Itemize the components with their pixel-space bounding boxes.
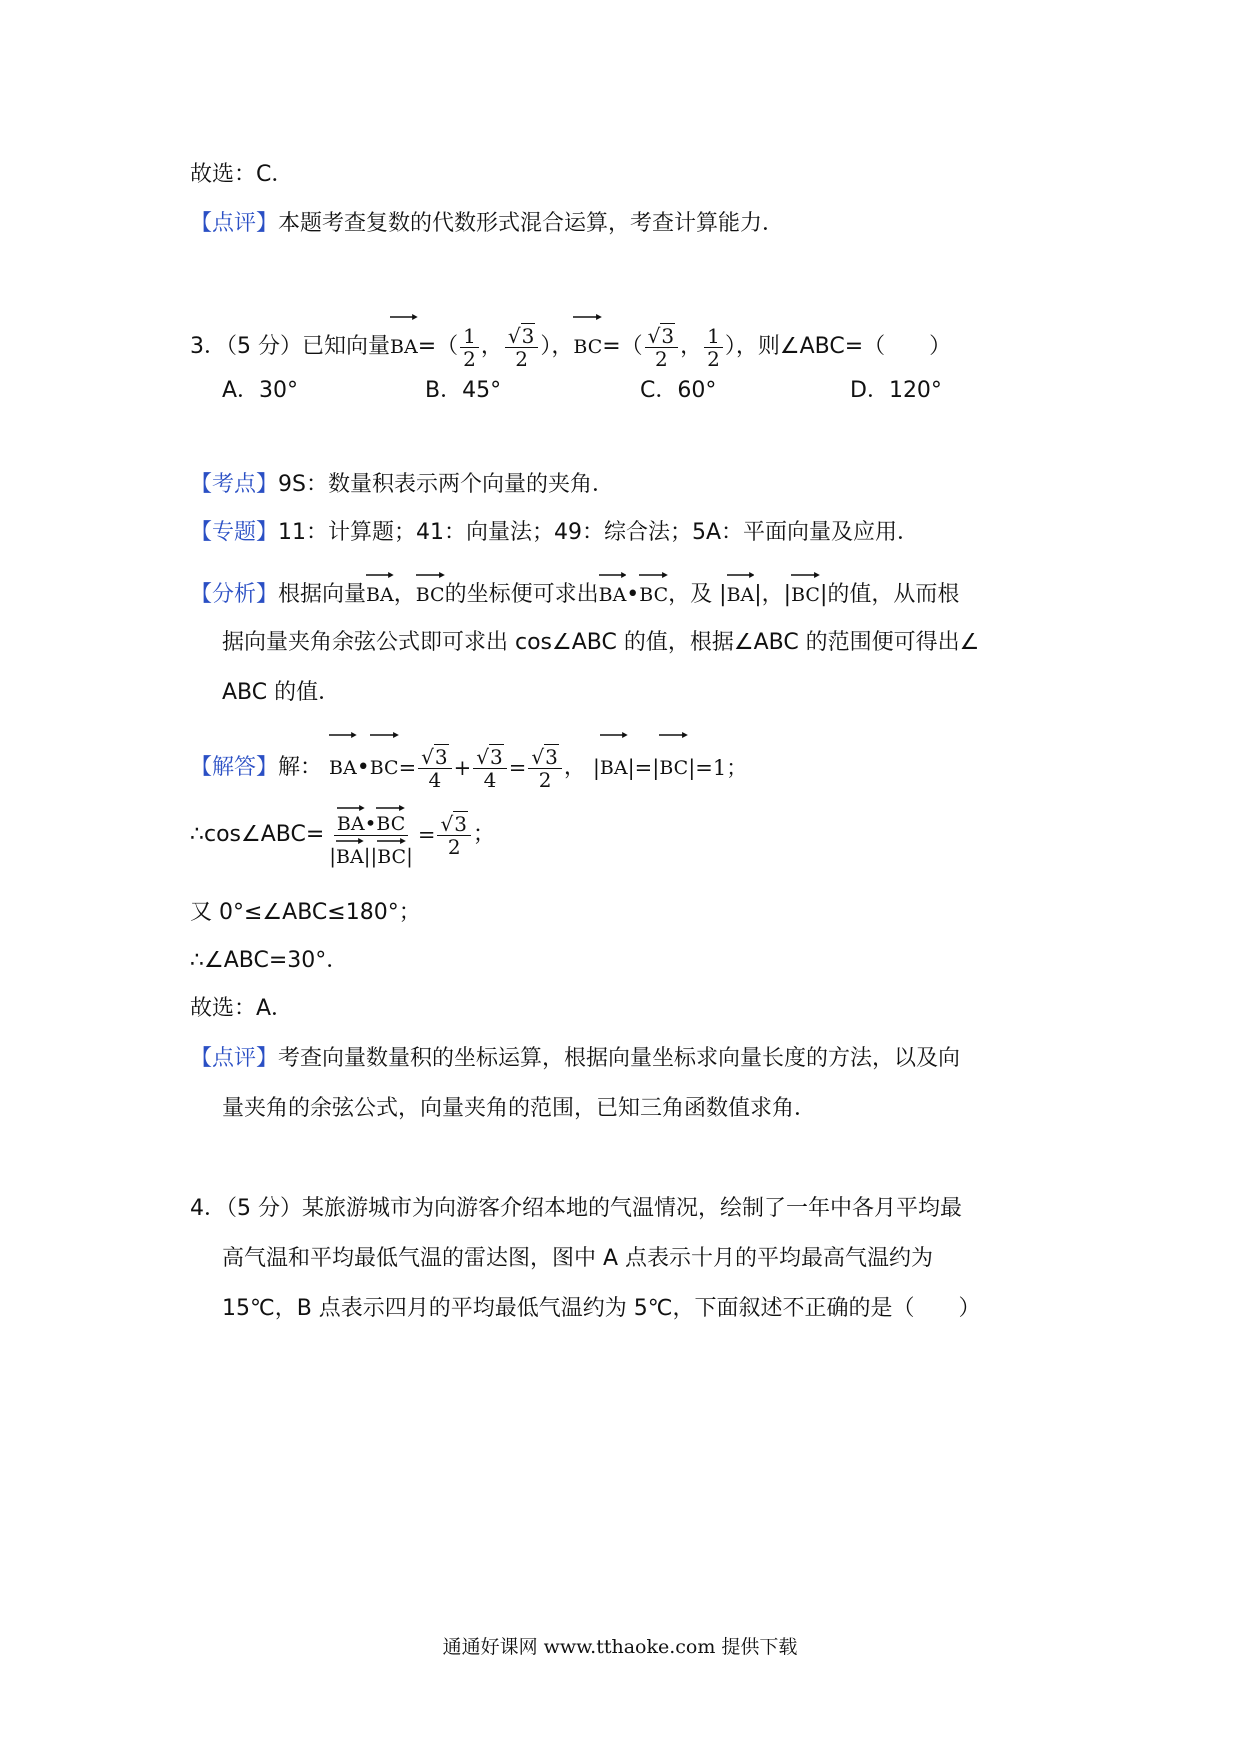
fenxi-tag: 【分析】 bbox=[190, 582, 279, 607]
q3-answer: 故选：A． bbox=[190, 996, 294, 1021]
frac-half-b: $\frac{1}{2}$ bbox=[704, 325, 723, 370]
fenxi-line2: 据向量夹角余弦公式即可求出 cos∠ABC 的值，根据∠ABC 的范围便可得出∠ bbox=[222, 630, 980, 655]
zhuanti-text: 11：计算题；41：向量法；49：综合法；5A：平面向量及应用． bbox=[278, 520, 920, 545]
q4-line1: 4．（5 分）某旅游城市为向游客介绍本地的气温情况，绘制了一年中各月平均最 bbox=[190, 1196, 962, 1221]
vector-bc: BC bbox=[416, 570, 445, 610]
q3-stem-suffix: ），则∠ABC=（ ） bbox=[724, 334, 952, 359]
option-d: D．120° bbox=[850, 378, 942, 403]
fenxi-line1: 【分析】根据向量 BA， BC的坐标便可求出 BA• BC，及 | BA|，| BC|的值，从而根 bbox=[190, 570, 959, 610]
option-c: C．60° bbox=[640, 378, 717, 403]
vector-ba: BA bbox=[366, 570, 394, 610]
dianping-line1: 【点评】考查向量数量积的坐标运算，根据向量坐标求向量长度的方法，以及向 bbox=[190, 1046, 961, 1071]
q3-stem: 3．（5 分）已知向量 BA=（ $\frac{1}{2}$ ， $\frac{√3}{2}$ ）， BC=（ $\frac{√3}{2}$ ， $\frac{1}{2}$ ），则∠ABC=（ ） bbox=[190, 312, 951, 372]
prev-comment bbox=[190, 209, 784, 239]
range-line: 又 0°≤∠ABC≤180°； bbox=[190, 900, 421, 925]
q4-line3: 15℃，B 点表示四月的平均最低气温约为 5℃，下面叙述不正确的是（ ） bbox=[222, 1296, 981, 1321]
cos-frac: BA• BC | BA|| BC| bbox=[326, 803, 416, 868]
zhuanti-tag: 【专题】 bbox=[190, 520, 279, 545]
q4-line2: 高气温和平均最低气温的雷达图，图中 A 点表示十月的平均最高气温约为 bbox=[222, 1246, 934, 1271]
comment-text: 本题考查复数的代数形式混合运算，考查计算能力． bbox=[278, 211, 785, 236]
kaodian-text: 9S：数量积表示两个向量的夹角． bbox=[278, 472, 614, 497]
comment-tag: 【点评】 bbox=[190, 211, 279, 236]
vector-bc: BC bbox=[573, 312, 602, 372]
frac-sqrt3-over-2: $\frac{√3}{2}$ bbox=[505, 325, 538, 370]
vector-ba: BA bbox=[390, 312, 418, 372]
fenxi-line3: ABC 的值． bbox=[222, 680, 341, 705]
option-b: B．45° bbox=[425, 378, 502, 403]
zhuanti bbox=[190, 518, 919, 548]
kaodian bbox=[190, 470, 614, 500]
result-line: ∴∠ABC=30°． bbox=[190, 948, 349, 973]
vector-bc-dot: BC bbox=[639, 570, 668, 610]
page-footer: 通通好课网 www.tthaoke.com 提供下载 bbox=[442, 1636, 798, 1658]
frac-half: $\frac{1}{2}$ bbox=[460, 325, 479, 370]
frac-sqrt3-over-2-b: $\frac{√3}{2}$ bbox=[645, 325, 678, 370]
prev-answer: 故选：C． bbox=[190, 162, 294, 187]
dianping-tag: 【点评】 bbox=[190, 1046, 279, 1071]
vector-ba-dot: BA bbox=[599, 570, 627, 610]
q3-stem-prefix: 3．（5 分）已知向量 bbox=[190, 334, 390, 359]
eq-paren: =（ bbox=[417, 334, 459, 359]
option-a: A．30° bbox=[222, 378, 299, 403]
cos-line: ∴cos∠ABC= BA• BC | BA|| BC| = $\frac{√3}{2}$ ； bbox=[190, 800, 495, 870]
jieda-line1: 【解答】解： BA• BC= $\frac{√3}{4}$ + $\frac{√3}{4}$ = $\frac{√3}{2}$ ， | BA|=| BC|=1； bbox=[190, 730, 747, 796]
jieda-tag: 【解答】 bbox=[190, 755, 279, 780]
dianping-line2: 量夹角的余弦公式，向量夹角的范围，已知三角函数值求角． bbox=[222, 1096, 817, 1121]
kaodian-tag: 【考点】 bbox=[190, 472, 279, 497]
